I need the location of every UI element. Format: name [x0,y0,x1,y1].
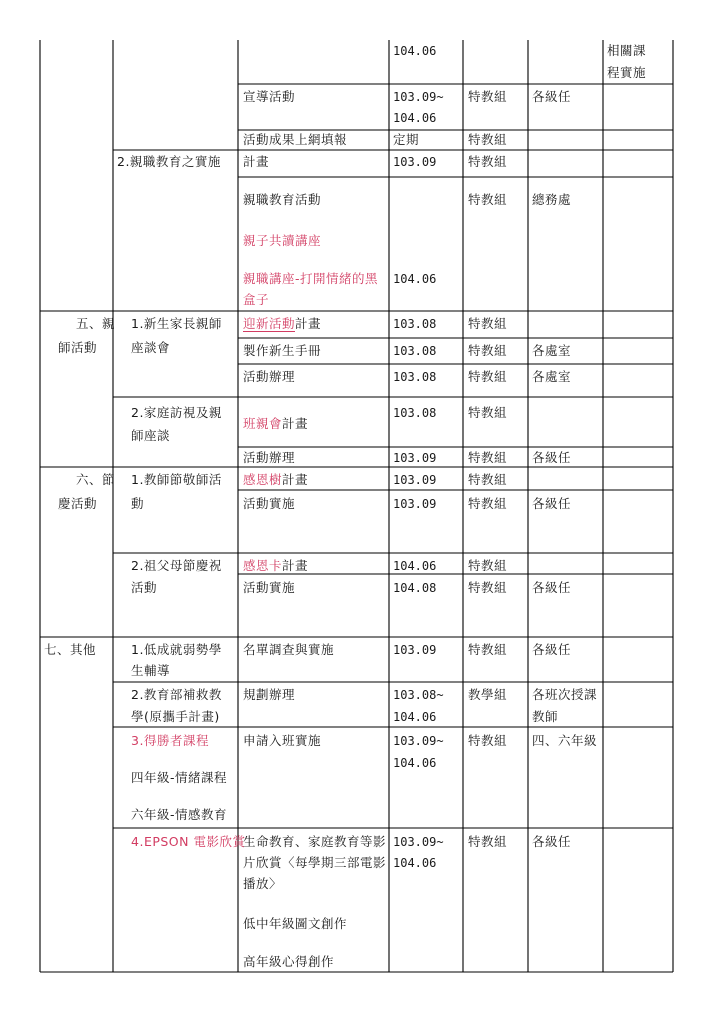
cell-category: 六、節 [76,472,116,487]
cell-item: 四年級-情緒課程 [131,770,228,785]
cell-activity: 生命教育、家庭教育等影 [243,834,387,849]
cell-partner: 四、六年級 [532,733,598,748]
cell-activity-suffix: 計畫 [282,472,309,487]
cell-activity-highlight: 迎新活動 [243,316,296,331]
cell-unit: 特教組 [468,472,508,487]
cell-date: 103.09~ [393,734,444,748]
cell-unit: 特教組 [468,450,508,465]
cell-date: 103.08 [393,406,437,420]
cell-partner: 各級任 [532,642,572,657]
cell-category: 七、其他 [44,642,97,657]
cell-item: 生輔導 [131,663,171,678]
cell-unit: 特教組 [468,405,508,420]
cell-item: 座談會 [131,340,171,355]
cell-activity [243,417,308,431]
cell-date: 104.06 [393,272,437,286]
cell-activity-highlight: 盒子 [243,292,270,307]
cell-date: 104.06 [393,756,437,770]
cell-date: 103.09~ [393,835,444,849]
cell-date: 104.08 [393,581,437,595]
cell-item [131,734,209,748]
cell-date: 103.08 [393,344,437,358]
cell-item: 1.教師節敬師活 [131,472,222,487]
cell-partner: 教師 [532,709,559,724]
cell-date: 103.09~ [393,90,444,104]
cell-activity: 低中年級圖文創作 [243,916,348,931]
cell-unit: 特教組 [468,558,508,573]
cell-activity-highlight: 感恩卡 [243,558,283,573]
cell-item: 1.新生家長親師 [131,316,222,331]
cell-unit: 特教組 [468,192,508,207]
cell-unit: 特教組 [468,834,508,849]
cell-note: 相關課 [607,43,647,58]
cell-activity: 播放〉 [243,876,283,891]
cell-note: 程實施 [607,65,647,80]
cell-partner: 各級任 [532,450,572,465]
cell-date: 103.09 [393,497,437,511]
cell-activity-suffix: 計畫 [282,416,309,431]
cell-activity-highlight: 親子共讀講座 [243,233,322,248]
cell-item: 活動 [131,580,158,595]
cell-date: 104.06 [393,856,437,870]
cell-date: 104.06 [393,710,437,724]
cell-activity: 片欣賞〈每學期三部電影 [243,855,387,870]
cell-item: 2.教育部補救教 [131,687,222,702]
cell-activity: 名單調查與實施 [243,642,335,657]
cell-partner: 各處室 [532,343,572,358]
cell-activity: 高年級心得創作 [243,954,335,969]
cell-activity: 親職教育活動 [243,192,322,207]
cell-activity: 規劃辦理 [243,687,296,702]
cell-item-highlight: 得勝者課程 [143,733,209,748]
cell-item: 2.祖父母節慶祝 [131,558,222,573]
cell-activity: 活動實施 [243,580,296,595]
cell-date: 103.08 [393,370,437,384]
cell-date: 103.08~ [393,688,444,702]
cell-unit: 特教組 [468,343,508,358]
cell-item [131,835,245,849]
cell-partner: 各班次授課 [532,687,598,702]
cell-unit: 特教組 [468,369,508,384]
cell-date: 定期 [393,132,420,147]
cell-category: 五、親 [76,316,116,331]
cell-activity: 製作新生手冊 [243,343,322,358]
cell-item: 師座談 [131,428,171,443]
cell-category: 慶活動 [58,496,98,511]
cell-activity-suffix: 計畫 [282,558,309,573]
cell-item: 學(原攜手計畫) [131,709,220,724]
cell-date: 103.08 [393,317,437,331]
cell-activity: 計畫 [243,154,270,169]
cell-date: 103.09 [393,451,437,465]
cell-activity-highlight: 親職講座-打開情緒的黑 [243,271,379,286]
cell-date: 103.09 [393,473,437,487]
cell-activity [243,317,321,331]
cell-date: 104.06 [393,111,437,125]
cell-activity: 活動成果上網填報 [243,132,348,147]
cell-unit: 特教組 [468,89,508,104]
cell-activity [243,559,308,573]
cell-date: 104.06 [393,559,437,573]
cell-unit: 特教組 [468,154,508,169]
cell-unit: 教學組 [468,687,508,702]
cell-activity: 活動實施 [243,496,296,511]
cell-unit: 特教組 [468,733,508,748]
cell-unit: 特教組 [468,132,508,147]
cell-unit: 特教組 [468,496,508,511]
cell-date: 103.09 [393,155,437,169]
cell-activity [243,473,308,487]
cell-unit: 特教組 [468,642,508,657]
cell-unit: 特教組 [468,580,508,595]
cell-item-highlight: EPSON 電影欣賞 [143,834,246,849]
cell-date: 104.06 [393,44,437,58]
cell-activity-highlight: 感恩樹 [243,472,283,487]
cell-activity-highlight: 班親會 [243,416,283,431]
cell-unit: 特教組 [468,316,508,331]
cell-partner: 各級任 [532,580,572,595]
cell-partner: 各級任 [532,89,572,104]
cell-category: 師活動 [58,340,98,355]
cell-activity: 活動辦理 [243,450,296,465]
cell-date: 103.09 [393,643,437,657]
cell-item: 2.親職教育之實施 [117,154,221,169]
cell-item: 動 [131,496,145,511]
cell-activity: 申請入班實施 [243,733,322,748]
cell-activity-suffix: 計畫 [295,316,322,331]
cell-item: 1.低成就弱勢學 [131,642,222,657]
cell-item-number: 3. [131,733,144,748]
cell-partner: 總務處 [532,192,572,207]
cell-partner: 各級任 [532,496,572,511]
cell-item: 2.家庭訪視及親 [131,405,222,420]
cell-activity: 活動辦理 [243,369,296,384]
cell-item-number: 4. [131,834,144,849]
cell-activity: 宣導活動 [243,89,296,104]
cell-partner: 各處室 [532,369,572,384]
cell-partner: 各級任 [532,834,572,849]
cell-item: 六年級-情感教育 [131,807,228,822]
